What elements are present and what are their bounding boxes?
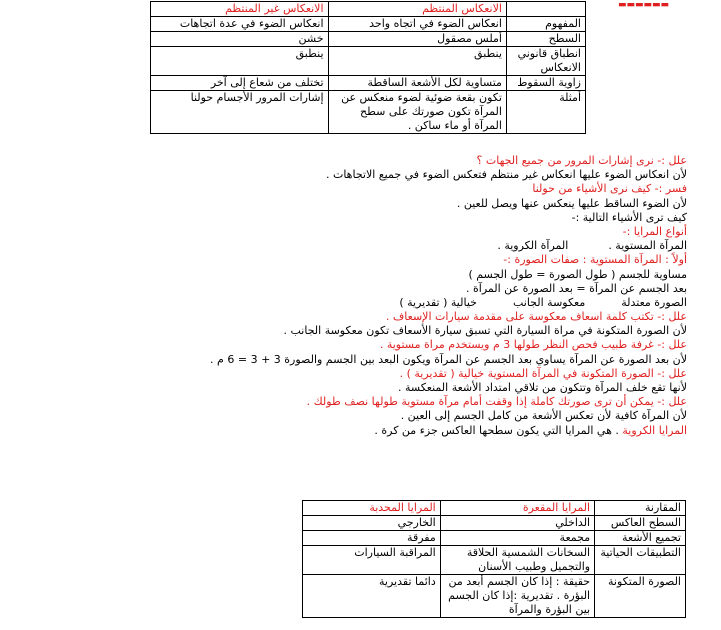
row-label: زاوية السقوط — [506, 76, 585, 91]
table-header-row — [303, 501, 686, 516]
spherical-mirror-definition — [87, 424, 687, 438]
row-convex: المراقبة السيارات — [303, 546, 441, 575]
row-concave: حقيقة : إذا كان الجسم أبعد من البؤرة . تقديرية :إذا كان الجسم بين البؤرة والمرآة — [440, 575, 594, 618]
mirrors-comparison-table — [302, 500, 686, 618]
row-regular: تكون بقعة ضوئية لضوء منعكس عن المرآة تكون صورتك على سطح المرآة أو ماء ساكن . — [328, 91, 506, 134]
table-row — [303, 531, 686, 546]
definition-term: المرايا الكروية — [622, 423, 687, 437]
image-properties-line — [87, 296, 687, 310]
header-regular-reflection: الانعكاس المنتظم — [328, 2, 506, 17]
row-concave: السخانات الشمسية الحلاقة والتجميل وطبيب الأسنان — [440, 546, 594, 575]
note-text: مساوية للجسم ( طول الصورة = طول الجسم ) — [468, 267, 687, 281]
header-cell-empty — [506, 2, 585, 17]
row-regular: متساوية لكل الأشعة الساقطة — [328, 76, 506, 91]
note-heading: أولاً : المرآة المستوية : صفات الصورة :- — [503, 253, 687, 267]
note-question: علل :- الصورة المتكونة في المرآة المستوية خيالية ( تقديرية ) . — [399, 366, 687, 380]
row-irregular: تختلف من شعاع إلى آخر — [151, 76, 329, 91]
row-label: الصورة المتكونة — [595, 575, 686, 618]
note-answer: لأن بعد الصورة عن المرآة يساوي بعد الجسم عن المرآة ويكون البعد بين الجسم والصورة 3 + 3 = 6 م . — [210, 352, 687, 366]
table-row — [151, 91, 586, 134]
row-label: انطباق قانوني الانعكاس — [506, 47, 585, 76]
definition-text: . هي المرايا التي يكون سطحها العاكس جزء من كرة . — [374, 423, 619, 437]
note-answer: لأن انعكاس الضوء عليها انعكاس غير منتظم فتعكس الضوء في جميع الاتجاهات . — [325, 168, 687, 182]
table-row — [151, 76, 586, 91]
note-answer: لأن الصورة المتكونة في مراة السيارة التي تسبق سيارة الأسعاف تكون معكوسة الجانب . — [283, 324, 687, 338]
note-heading: أنواع المرايا :- — [622, 224, 687, 238]
plane-mirror-label: المرآة المستوية . — [608, 239, 687, 253]
note-answer: لأنها تقع خلف المرآة وتتكون من تلاقي امتداد الأشعة المنعكسة . — [398, 381, 687, 394]
row-regular: ينطبق — [328, 47, 506, 76]
row-convex: مفرقة — [303, 531, 441, 546]
notes-section — [87, 154, 687, 438]
row-convex: الخارجي — [303, 516, 441, 531]
row-irregular: انعكاس الضوء في عدة اتجاهات — [151, 17, 329, 32]
note-text: كيف ترى الأشياء التالية :- — [571, 210, 687, 224]
note-question: علل :- نرى إشارات المرور من جميع الجهات ؟ — [476, 154, 687, 167]
table-header-row — [151, 2, 586, 17]
table-row — [303, 516, 686, 531]
property-reversed: معكوسة الجانب — [512, 295, 586, 309]
row-irregular: ينطبق — [151, 47, 329, 76]
row-label: التطبيقات الحياتية — [595, 546, 686, 575]
row-convex: دائما تقديرية — [303, 575, 441, 618]
property-upright: الصورة معتدلة — [621, 295, 687, 309]
note-question: فسر :- كيف نرى الأشياء من حولنا — [532, 182, 687, 196]
note-question: علل :- يمكن أن ترى صورتك كاملة إذا وقفت أمام مرآة مستوية طولها نصف طولك . — [306, 395, 687, 409]
spherical-mirror-label: المرآة الكروية . — [497, 239, 569, 253]
table-row — [303, 575, 686, 618]
row-irregular: إشارات المرور الأجسام حولنا — [151, 91, 329, 134]
header-concave: المرايا المقعرة — [440, 501, 594, 516]
row-label: السطح — [506, 32, 585, 47]
header-convex: المرايا المحدبة — [303, 501, 441, 516]
row-regular: انعكاس الضوء في اتجاه واحد — [328, 17, 506, 32]
table-row — [151, 17, 586, 32]
property-virtual: خيالية ( تقديرية ) — [399, 295, 477, 309]
row-irregular: خشن — [151, 32, 329, 47]
note-answer: لأن المرآة كافية لأن تعكس الأشعة من كامل الجسم إلى العين . — [400, 409, 687, 423]
table-row — [151, 47, 586, 76]
clipped-top-text: ▬▬▬▬▬▬ — [618, 0, 670, 10]
row-concave: مجمعة — [440, 531, 594, 546]
row-label: أمثلة — [506, 91, 585, 134]
header-irregular-reflection: الانعكاس غير المنتظم — [151, 2, 329, 17]
row-label: تجميع الأشعة — [595, 531, 686, 546]
note-text: بعد الجسم عن المرآة = بعد الصورة عن المرآة . — [466, 281, 687, 295]
mirror-types-line — [87, 239, 687, 253]
row-concave: الداخلي — [440, 516, 594, 531]
reflection-comparison-table — [150, 1, 586, 134]
header-comparison: المقارنة — [595, 501, 686, 516]
note-question: علل :- تكتب كلمة اسعاف معكوسة على مقدمة سيارات الإسعاف . — [385, 310, 687, 324]
table-row — [151, 32, 586, 47]
note-answer: لأن الضوء الساقط عليها ينعكس عنها ويصل للعين . — [456, 196, 687, 210]
row-regular: أملس مصقول — [328, 32, 506, 47]
row-label: المفهوم — [506, 17, 585, 32]
table-row — [303, 546, 686, 575]
note-question: علل :- غرفة طبيب فحص النظر طولها 3 م ويستخدم مراة مستوية . — [379, 338, 687, 352]
row-label: السطح العاكس — [595, 516, 686, 531]
